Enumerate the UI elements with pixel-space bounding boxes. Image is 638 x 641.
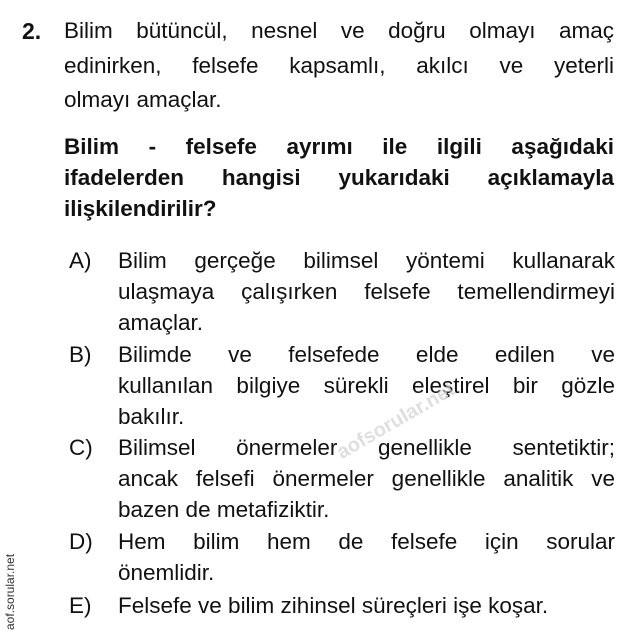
- option-line: ulaşmaya çalışırken felsefe temellendirmeyi: [118, 279, 615, 304]
- option-e-text[interactable]: [118, 590, 615, 621]
- option-line: bakılır.: [118, 404, 185, 429]
- question-number: 2.: [22, 18, 42, 44]
- option-c-letter[interactable]: C): [69, 435, 93, 460]
- option-b-letter[interactable]: B): [69, 342, 92, 367]
- prompt-line: ilişkilendirilir?: [64, 196, 217, 221]
- prompt-line: Bilim - felsefe ayrımı ile ilgili aşağıdaki: [64, 134, 614, 159]
- option-line: Felsefe ve bilim zihinsel süreçleri işe koşar.: [118, 593, 549, 618]
- option-line: ancak felsefi önermeler genellikle analitik ve: [118, 466, 615, 491]
- watermark: aofsorular.net: [333, 378, 459, 464]
- option-line: Bilimde ve felsefede elde edilen ve: [118, 342, 615, 367]
- side-watermark: aof.sorular.net: [3, 553, 17, 630]
- option-line: kullanılan bilgiye sürekli eleştirel bir gözle: [118, 373, 615, 398]
- option-line: Bilimsel önermeler genellikle sentetiktir;: [118, 435, 615, 460]
- option-d-letter[interactable]: D): [69, 529, 93, 554]
- prompt-line: ifadelerden hangisi yukarıdaki açıklamayla: [64, 165, 614, 190]
- option-e-letter[interactable]: E): [69, 593, 92, 618]
- stem-line: edinirken, felsefe kapsamlı, akılcı ve yeterli: [64, 52, 614, 78]
- option-line: amaçlar.: [118, 310, 204, 335]
- option-line: Bilim gerçeğe bilimsel yöntemi kullanarak: [118, 248, 615, 273]
- option-d-text[interactable]: [118, 526, 615, 588]
- option-line: bazen de metafiziktir.: [118, 497, 330, 522]
- stem-line: olmayı amaçlar.: [64, 87, 222, 112]
- option-line: Hem bilim hem de felsefe için sorular: [118, 529, 615, 554]
- option-line: önemlidir.: [118, 560, 215, 585]
- option-a-text[interactable]: [118, 245, 615, 338]
- question-prompt: [64, 131, 614, 224]
- question-stem: [64, 14, 614, 118]
- option-a-letter[interactable]: A): [69, 248, 92, 273]
- stem-line: Bilim bütüncül, nesnel ve doğru olmayı amaç: [64, 18, 614, 43]
- option-b-text[interactable]: [118, 339, 615, 432]
